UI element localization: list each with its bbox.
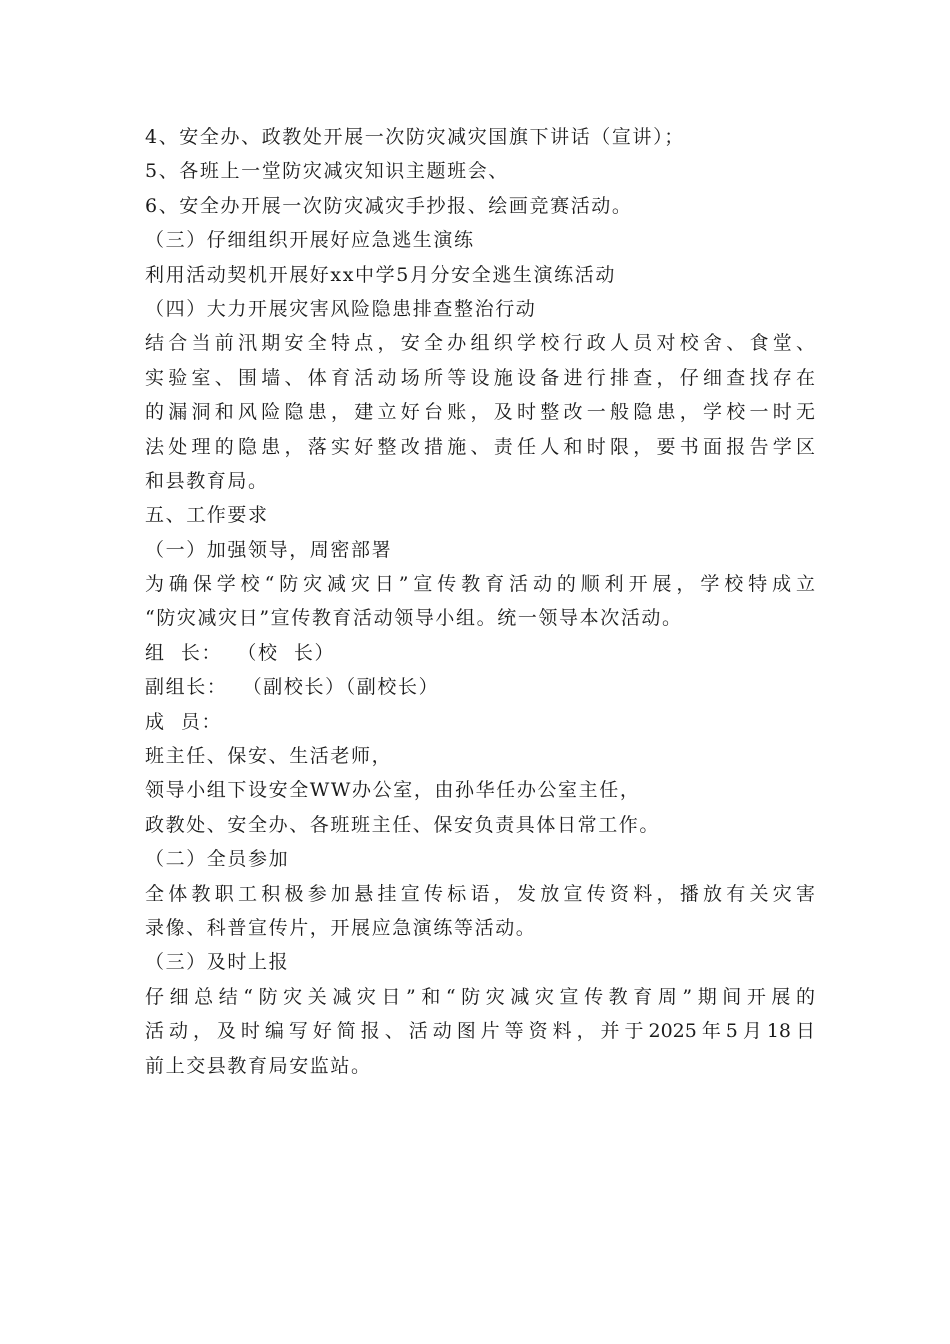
text-line: 全体教职工积极参加悬挂宣传标语，发放宣传资料，播放有关灾害	[145, 882, 815, 905]
section-heading: （三）仔细组织开展好应急逃生演练	[145, 229, 475, 252]
chapter-heading: 五、工作要求	[145, 504, 269, 527]
section-heading: （二）全员参加	[145, 848, 290, 871]
text-line: 组 长： （校 长）	[145, 641, 336, 664]
text-line: 和县教育局。	[145, 469, 269, 492]
text-line: 领导小组下设安全WW办公室，由孙华任办公室主任，	[145, 779, 641, 802]
text-line: “防灾减灾日”宣传教育活动领导小组。统一领导本次活动。	[145, 607, 683, 630]
text-line: 实验室、围墙、体育活动场所等设施设备进行排查，仔细查找存在	[145, 366, 815, 389]
text-line: 仔细总结“防灾关减灾日”和“防灾减灾宣传教育周”期间开展的	[145, 985, 815, 1008]
text-line: 成 员：	[145, 710, 223, 733]
text-line: 4、安全办、政教处开展一次防灾减灾国旗下讲话（宣讲）；	[145, 126, 685, 148]
section-heading: （三）及时上报	[145, 951, 290, 974]
text-line: 班主任、保安、生活老师，	[145, 745, 393, 768]
text-line: 结合当前汛期安全特点，安全办组织学校行政人员对校舍、食堂、	[145, 332, 815, 355]
text-line: 利用活动契机开展好xx中学5月分安全逃生演练活动	[145, 263, 616, 286]
text-line: 的漏洞和风险隐患，建立好台账，及时整改一般隐患，学校一时无	[145, 401, 815, 424]
section-heading: （一）加强领导，周密部署	[145, 538, 393, 561]
document-body	[145, 120, 815, 1083]
text-line: 副组长： （副校长）（副校长）	[145, 676, 440, 699]
text-line: 活动，及时编写好简报、活动图片等资料，并于2025年5月18日	[145, 1020, 815, 1043]
section-heading: （四）大力开展灾害风险隐患排查整治行动	[145, 297, 537, 320]
text-line: 政教处、安全办、各班班主任、保安负责具体日常工作。	[145, 813, 661, 836]
text-line: 法处理的隐患，落实好整改措施、责任人和时限，要书面报告学区	[145, 435, 815, 458]
text-line: 为确保学校“防灾减灾日”宣传教育活动的顺利开展，学校特成立	[145, 573, 815, 596]
text-line: 5、各班上一堂防灾减灾知识主题班会、	[145, 160, 509, 183]
text-line: 录像、科普宣传片，开展应急演练等活动。	[145, 916, 537, 939]
text-line: 前上交县教育局安监站。	[145, 1054, 372, 1077]
text-line: 6、安全办开展一次防灾减灾手抄报、绘画竞赛活动。	[145, 194, 633, 217]
